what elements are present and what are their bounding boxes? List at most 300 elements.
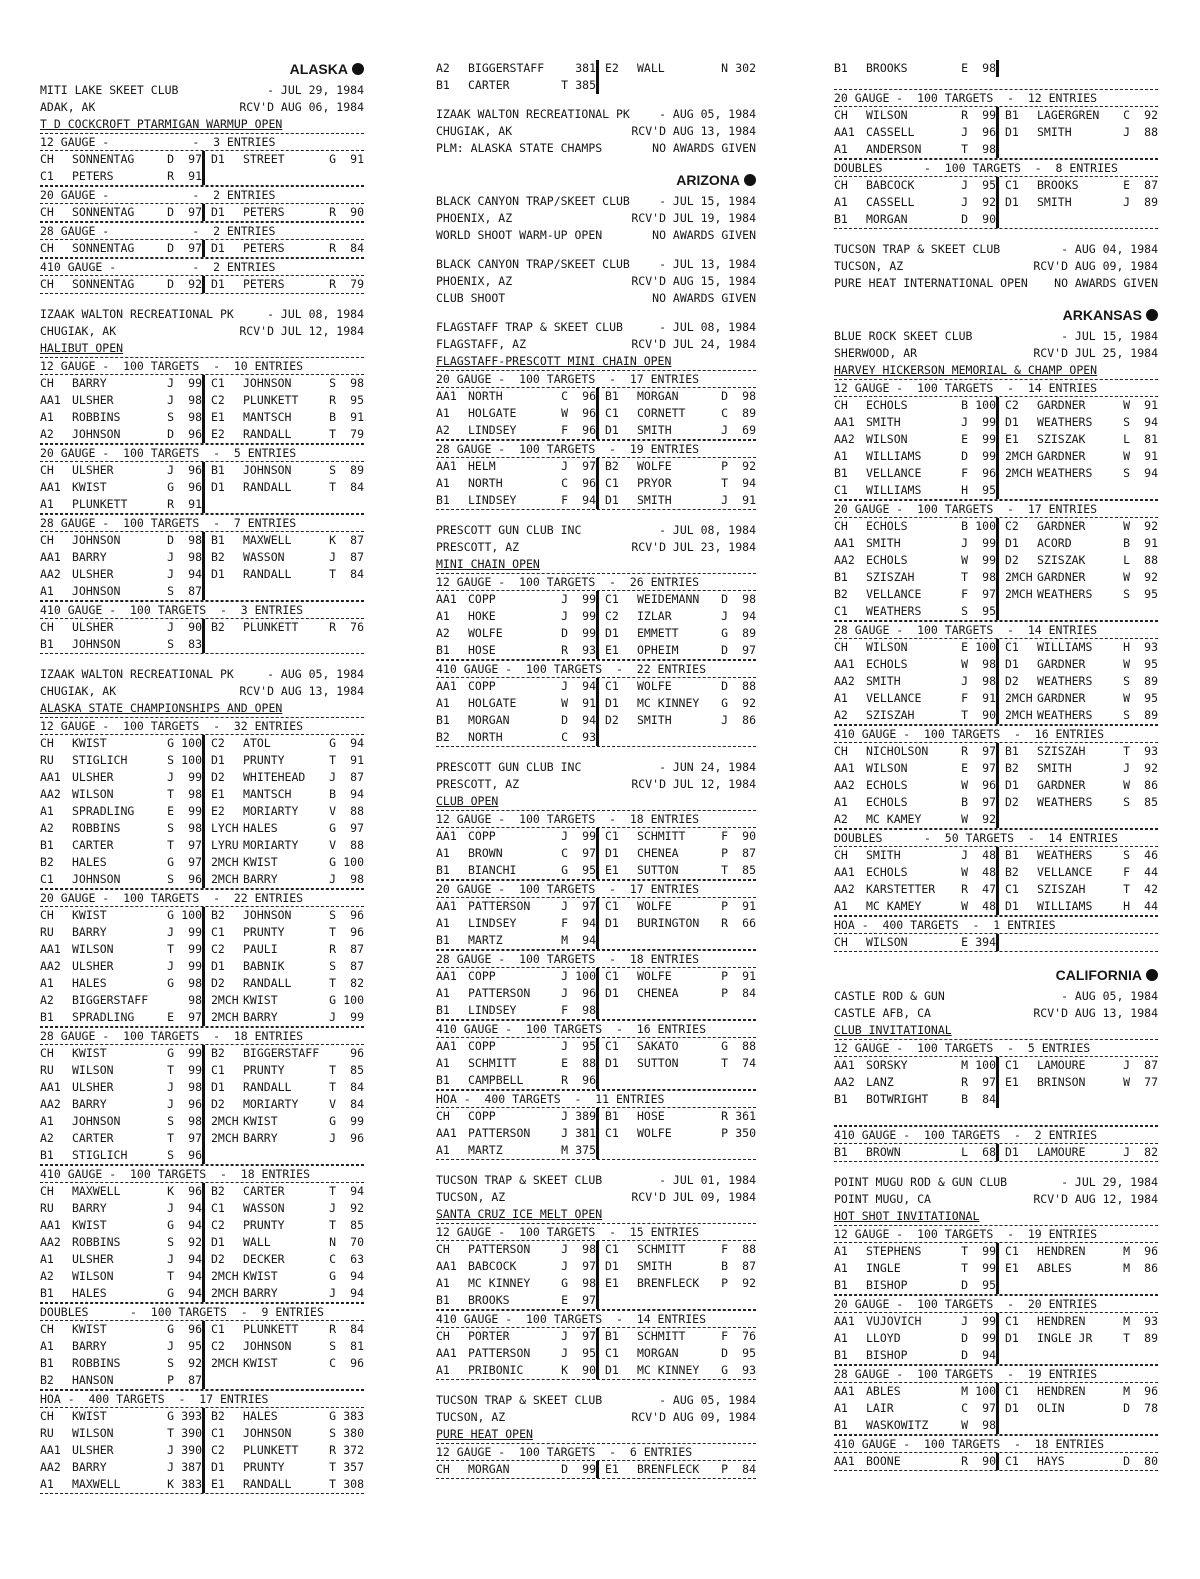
shooter-name — [243, 636, 322, 653]
score: 389 — [575, 1109, 596, 1123]
result-left — [436, 898, 596, 915]
shooter-name: SUTTON — [637, 863, 679, 877]
result-row — [834, 177, 1158, 194]
class-code: B1 — [436, 1073, 450, 1087]
score: 94 — [188, 1269, 202, 1283]
result-row — [834, 1400, 1158, 1417]
result-left — [40, 619, 202, 636]
result-right — [202, 1408, 364, 1425]
result-row — [40, 426, 364, 444]
shooter-initial: D — [1123, 1454, 1130, 1468]
shooter-name: CARTER — [468, 78, 510, 92]
shooter-name: CASSELL — [866, 195, 915, 209]
result-right — [596, 968, 756, 985]
score: 99 — [582, 1462, 596, 1476]
shooter-name: ULSHER — [72, 959, 114, 973]
received-date: RCV'D AUG 09, 1984 — [631, 1410, 756, 1424]
score: 88 — [1144, 553, 1158, 567]
result-left — [436, 1038, 596, 1055]
class-code: C1 — [605, 969, 619, 983]
shooter-name: HANSON — [72, 1373, 114, 1387]
score: 372 — [343, 1443, 364, 1457]
score: 100 — [181, 908, 202, 922]
class-code: D1 — [1005, 415, 1019, 429]
shooter-initial: T — [329, 1063, 336, 1077]
result-row — [40, 1113, 364, 1130]
shooter-initial: G — [721, 1039, 728, 1053]
shooter-name: HALES — [243, 1409, 278, 1423]
received-date: RCV'D JUL 24, 1984 — [631, 337, 756, 351]
shooter-initial: D — [561, 713, 568, 727]
shooter-name: HAYS — [1037, 1454, 1065, 1468]
shooter-name: GARDNER — [1037, 449, 1086, 463]
shooter-initial: C — [329, 1356, 336, 1370]
shooter-name: BABNIK — [243, 959, 285, 973]
class-code: AA2 — [834, 778, 855, 792]
class-code: C1 — [1005, 1244, 1019, 1258]
shoot-name: HOT SHOT INVITATIONAL — [834, 1209, 980, 1223]
score: 99 — [582, 592, 596, 606]
class-code: B1 — [1005, 108, 1019, 122]
state-header — [40, 58, 364, 80]
shooter-initial: T — [167, 1131, 174, 1145]
result-row — [834, 1313, 1158, 1330]
result-right — [202, 1200, 364, 1217]
shooter-initial — [714, 1002, 728, 1019]
result-left — [834, 177, 996, 194]
result-left — [834, 847, 996, 864]
shooter-initial: S — [329, 959, 336, 973]
result-row — [834, 124, 1158, 141]
shooter-initial: M — [1123, 1314, 1130, 1328]
club-block — [436, 759, 756, 1160]
result-row — [436, 828, 756, 845]
score: 88 — [742, 1039, 756, 1053]
class-code: B2 — [1005, 761, 1019, 775]
result-row — [40, 1372, 364, 1390]
shooter-name: HOKE — [468, 609, 496, 623]
score: 78 — [1144, 1401, 1158, 1415]
class-code: AA2 — [834, 1075, 855, 1089]
shooter-initial: D — [721, 389, 728, 403]
result-right — [202, 1183, 364, 1200]
shooter-name: MANTSCH — [243, 787, 292, 801]
event-block — [436, 573, 756, 660]
class-code: RU — [40, 1426, 54, 1440]
class-code: B1 — [605, 1109, 619, 1123]
result-right — [996, 1313, 1158, 1330]
club-name: TUCSON TRAP & SKEET CLUB — [436, 1173, 603, 1187]
result-left — [436, 968, 596, 985]
class-code: A1 — [436, 609, 450, 623]
result-row — [436, 642, 756, 660]
shooter-name: ATOL — [243, 736, 271, 750]
score: 86 — [742, 713, 756, 727]
result-left — [834, 552, 996, 569]
shooter-name: ECHOLS — [866, 398, 908, 412]
result-row — [436, 1038, 756, 1055]
score: 308 — [343, 1477, 364, 1491]
score — [1130, 934, 1158, 951]
shooter-name: BARRY — [72, 1460, 107, 1474]
result-row — [834, 743, 1158, 760]
result-row — [40, 820, 364, 837]
class-code: D1 — [211, 277, 225, 291]
result-left — [436, 1461, 596, 1478]
shooter-initial: D — [721, 1346, 728, 1360]
result-left — [436, 608, 596, 625]
shooter-name: PLUNKETT — [72, 497, 128, 511]
received-date: RCV'D JUL 23, 1984 — [631, 540, 756, 554]
shooter-initial: F — [721, 1329, 728, 1343]
shooter-name: ULSHER — [72, 463, 114, 477]
shooter-initial: S — [167, 1356, 174, 1370]
class-code: E1 — [211, 787, 225, 801]
result-row — [436, 1362, 756, 1380]
class-code — [1005, 1417, 1037, 1434]
result-row — [834, 847, 1158, 864]
shooter-name: WOLFE — [637, 1126, 672, 1140]
shooter-name: BARRY — [243, 1131, 278, 1145]
class-code: CH — [834, 848, 848, 862]
shooter-name — [1037, 482, 1116, 499]
class-code: B2 — [436, 730, 450, 744]
location-line — [436, 210, 756, 227]
result-left — [436, 422, 596, 439]
score: 94 — [582, 933, 596, 947]
result-left — [834, 414, 996, 431]
class-code: A1 — [40, 1114, 54, 1128]
score: 97 — [188, 152, 202, 166]
result-left — [40, 907, 202, 924]
result-right — [996, 1417, 1158, 1434]
shooter-name: BIGGERSTAFF — [72, 993, 149, 1007]
result-row — [834, 1260, 1158, 1277]
score — [1130, 482, 1158, 499]
result-right — [202, 941, 364, 958]
class-code: D2 — [211, 976, 225, 990]
result-right — [596, 642, 756, 659]
shooter-name: MC KINNEY — [637, 1363, 700, 1377]
class-code: D1 — [605, 423, 619, 437]
shooter-initial — [714, 1072, 728, 1089]
class-code: A1 — [436, 1363, 450, 1377]
class-code: B2 — [211, 550, 225, 564]
shooter-initial: G — [329, 993, 336, 1007]
result-left — [834, 1417, 996, 1434]
class-code: B1 — [834, 1418, 848, 1432]
received-date: RCV'D JUL 19, 1984 — [631, 211, 756, 225]
result-right — [596, 475, 756, 492]
class-code: CH — [40, 736, 54, 750]
class-code: CH — [40, 463, 54, 477]
class-code: E1 — [211, 1477, 225, 1491]
score: 98 — [582, 1276, 596, 1290]
score: 381 — [575, 61, 596, 75]
result-row — [40, 1251, 364, 1268]
shooter-name: ULSHER — [72, 620, 114, 634]
result-left — [436, 845, 596, 862]
class-code: AA1 — [436, 1126, 457, 1140]
score: 84 — [742, 986, 756, 1000]
event-header: 410 GAUGE - 100 TARGETS - 3 ENTRIES — [40, 601, 364, 619]
score: 97 — [582, 1259, 596, 1273]
result-left — [40, 1009, 202, 1026]
score: 394 — [975, 935, 996, 949]
shooter-name: SCHMITT — [637, 829, 686, 843]
result-row — [40, 1045, 364, 1062]
shooter-initial: S — [167, 584, 174, 598]
score: 92 — [1144, 519, 1158, 533]
shooter-initial: D — [167, 152, 174, 166]
result-left — [834, 465, 996, 482]
shooter-initial: W — [1123, 778, 1130, 792]
shooter-name: MAXWELL — [72, 1184, 121, 1198]
shooter-initial: K — [329, 533, 336, 547]
score: 96 — [982, 466, 996, 480]
score: 94 — [188, 1201, 202, 1215]
class-code: 2MCH — [211, 1114, 239, 1128]
score: 93 — [582, 730, 596, 744]
result-row — [40, 462, 364, 479]
event-block — [436, 440, 756, 510]
score: 82 — [350, 976, 364, 990]
event-header: 410 GAUGE - 100 TARGETS - 2 ENTRIES — [834, 1126, 1158, 1144]
score: 95 — [982, 1278, 996, 1292]
class-code: B1 — [834, 570, 848, 584]
class-code: CH — [834, 108, 848, 122]
shooter-initial: J — [561, 1259, 568, 1273]
shoot-line — [436, 140, 756, 157]
result-right — [596, 695, 756, 712]
result-left — [40, 409, 202, 426]
score: 97 — [982, 587, 996, 601]
shooter-name: WOLFE — [637, 969, 672, 983]
score: 76 — [350, 620, 364, 634]
shooter-name — [637, 1072, 714, 1089]
event-block — [436, 1223, 756, 1310]
shooter-initial — [554, 60, 568, 77]
shooter-name — [1037, 211, 1116, 228]
shooter-initial: E — [561, 1056, 568, 1070]
shooter-name: LAMOURE — [1037, 1058, 1086, 1072]
result-row — [40, 375, 364, 392]
class-code: A1 — [834, 449, 848, 463]
class-code: LYCH — [211, 821, 239, 835]
class-code: A1 — [834, 1331, 848, 1345]
result-left — [40, 549, 202, 566]
result-right — [996, 1243, 1158, 1260]
class-code: A2 — [40, 821, 54, 835]
shooter-name: BARRY — [72, 1339, 107, 1353]
shooter-initial: J — [961, 848, 968, 862]
event-block — [834, 725, 1158, 829]
score: 99 — [982, 1314, 996, 1328]
score: 47 — [982, 882, 996, 896]
score: 84 — [982, 1092, 996, 1106]
class-code: D1 — [211, 152, 225, 166]
result-left — [436, 712, 596, 729]
result-right — [996, 690, 1158, 707]
shooter-name: MC KINNEY — [637, 696, 700, 710]
event-header: 28 GAUGE - 100 TARGETS - 19 ENTRIES — [436, 440, 756, 458]
shooter-initial: R — [961, 108, 968, 122]
class-code — [605, 932, 637, 949]
shooter-initial: J — [561, 1242, 568, 1256]
result-right — [996, 1453, 1158, 1470]
event-header: HOA - 400 TARGETS - 17 ENTRIES — [40, 1390, 364, 1408]
shooter-name: HOSE — [637, 1109, 665, 1123]
result-row — [834, 777, 1158, 794]
shooter-name: SPRADLING — [72, 804, 135, 818]
score: 93 — [582, 643, 596, 657]
score: 97 — [188, 838, 202, 852]
shooter-name: GARDNER — [1037, 398, 1086, 412]
class-code — [1005, 1277, 1037, 1294]
class-code: A1 — [436, 1276, 450, 1290]
result-left — [40, 496, 202, 513]
result-right — [202, 1251, 364, 1268]
shooter-initial: J — [561, 679, 568, 693]
class-code: A1 — [834, 195, 848, 209]
class-code: D1 — [211, 205, 225, 219]
result-row — [40, 992, 364, 1009]
result-left — [834, 1330, 996, 1347]
shooter-initial: J — [1123, 195, 1130, 209]
result-right — [996, 177, 1158, 194]
shooter-name: ROBBINS — [72, 821, 121, 835]
shooter-initial: G — [167, 976, 174, 990]
class-code: 2MCH — [211, 1286, 239, 1300]
result-left — [40, 1079, 202, 1096]
class-code — [211, 496, 243, 513]
result-right — [202, 1079, 364, 1096]
class-code: CH — [40, 152, 54, 166]
score: 94 — [350, 736, 364, 750]
shooter-initial — [1116, 1091, 1130, 1108]
class-code: A1 — [834, 1401, 848, 1415]
location-line — [436, 273, 756, 290]
shooter-initial: D — [961, 449, 968, 463]
class-code: B1 — [834, 1348, 848, 1362]
result-left — [834, 124, 996, 141]
score: 99 — [582, 829, 596, 843]
score: 99 — [188, 804, 202, 818]
class-code: 2MCH — [211, 1356, 239, 1370]
score: 94 — [350, 1286, 364, 1300]
shooter-initial: S — [167, 410, 174, 424]
shooter-initial: J — [561, 899, 568, 913]
result-row — [834, 535, 1158, 552]
shooter-initial: J — [167, 550, 174, 564]
shooter-initial: K — [561, 1363, 568, 1377]
score: 383 — [181, 1477, 202, 1491]
shooter-name: CORNETT — [637, 406, 686, 420]
result-row — [40, 636, 364, 654]
shooter-initial: C — [561, 476, 568, 490]
result-row — [40, 1062, 364, 1079]
result-row — [40, 907, 364, 924]
shooter-initial — [1116, 60, 1130, 77]
event-block — [834, 159, 1158, 229]
shooter-initial: J — [561, 986, 568, 1000]
shooter-name: PATTERSON — [468, 1242, 531, 1256]
result-row — [40, 1009, 364, 1027]
result-row — [436, 968, 756, 985]
result-right — [596, 77, 756, 94]
shooter-name: COPP — [468, 679, 496, 693]
result-row — [436, 915, 756, 932]
score: 375 — [575, 1143, 596, 1157]
score: 44 — [1144, 899, 1158, 913]
result-right — [202, 479, 364, 496]
result-right — [596, 915, 756, 932]
score: 94 — [1144, 466, 1158, 480]
result-right — [596, 1241, 756, 1258]
event-block — [436, 810, 756, 880]
result-right — [202, 1459, 364, 1476]
shooter-name: JOHNSON — [72, 637, 121, 651]
location-line — [834, 345, 1158, 362]
result-row — [436, 388, 756, 405]
shooter-name: WEATHERS — [1037, 415, 1093, 429]
shooter-initial: F — [721, 829, 728, 843]
shooter-name: MAXWELL — [72, 1477, 121, 1491]
class-code: B2 — [211, 1409, 225, 1423]
score: 96 — [350, 1356, 364, 1370]
event-header: 12 GAUGE - 100 TARGETS - 5 ENTRIES — [834, 1039, 1158, 1057]
class-code: C1 — [40, 872, 54, 886]
shooter-initial: J — [721, 609, 728, 623]
club-name: PRESCOTT GUN CLUB INC — [436, 760, 582, 774]
score: 97 — [742, 643, 756, 657]
shooter-initial: G — [329, 736, 336, 750]
club-line — [436, 106, 756, 123]
result-left — [834, 1243, 996, 1260]
shooter-name: KARSTETTER — [866, 882, 936, 896]
class-code: B1 — [605, 389, 619, 403]
shooter-initial: B — [961, 398, 968, 412]
shooter-name: NORTH — [468, 389, 503, 403]
class-code: E1 — [605, 643, 619, 657]
class-code: D1 — [605, 696, 619, 710]
shooter-initial: J — [167, 620, 174, 634]
score: 91 — [582, 696, 596, 710]
event-block — [436, 950, 756, 1020]
shooter-name: JOHNSON — [72, 1114, 121, 1128]
shooter-name: MORIARTY — [243, 1097, 299, 1111]
club-location: PRESCOTT, AZ — [436, 540, 520, 554]
shoot-name: T D COCKCROFT PTARMIGAN WARMUP OPEN — [40, 117, 283, 131]
event-header: 28 GAUGE - 100 TARGETS - 18 ENTRIES — [40, 1027, 364, 1045]
score: 98 — [188, 1080, 202, 1094]
club-line — [834, 328, 1158, 345]
score: 84 — [350, 1322, 364, 1336]
shooter-initial: R — [329, 1322, 336, 1336]
score: 98 — [982, 570, 996, 584]
score: 98 — [582, 1003, 596, 1017]
result-left — [436, 458, 596, 475]
score: 96 — [188, 480, 202, 494]
score: 97 — [350, 821, 364, 835]
class-code: B2 — [211, 1046, 225, 1060]
result-right — [202, 907, 364, 924]
class-code: C2 — [605, 609, 619, 623]
class-code: B1 — [1005, 744, 1019, 758]
result-left — [834, 535, 996, 552]
result-right — [202, 1147, 364, 1164]
class-code: D1 — [211, 1235, 225, 1249]
